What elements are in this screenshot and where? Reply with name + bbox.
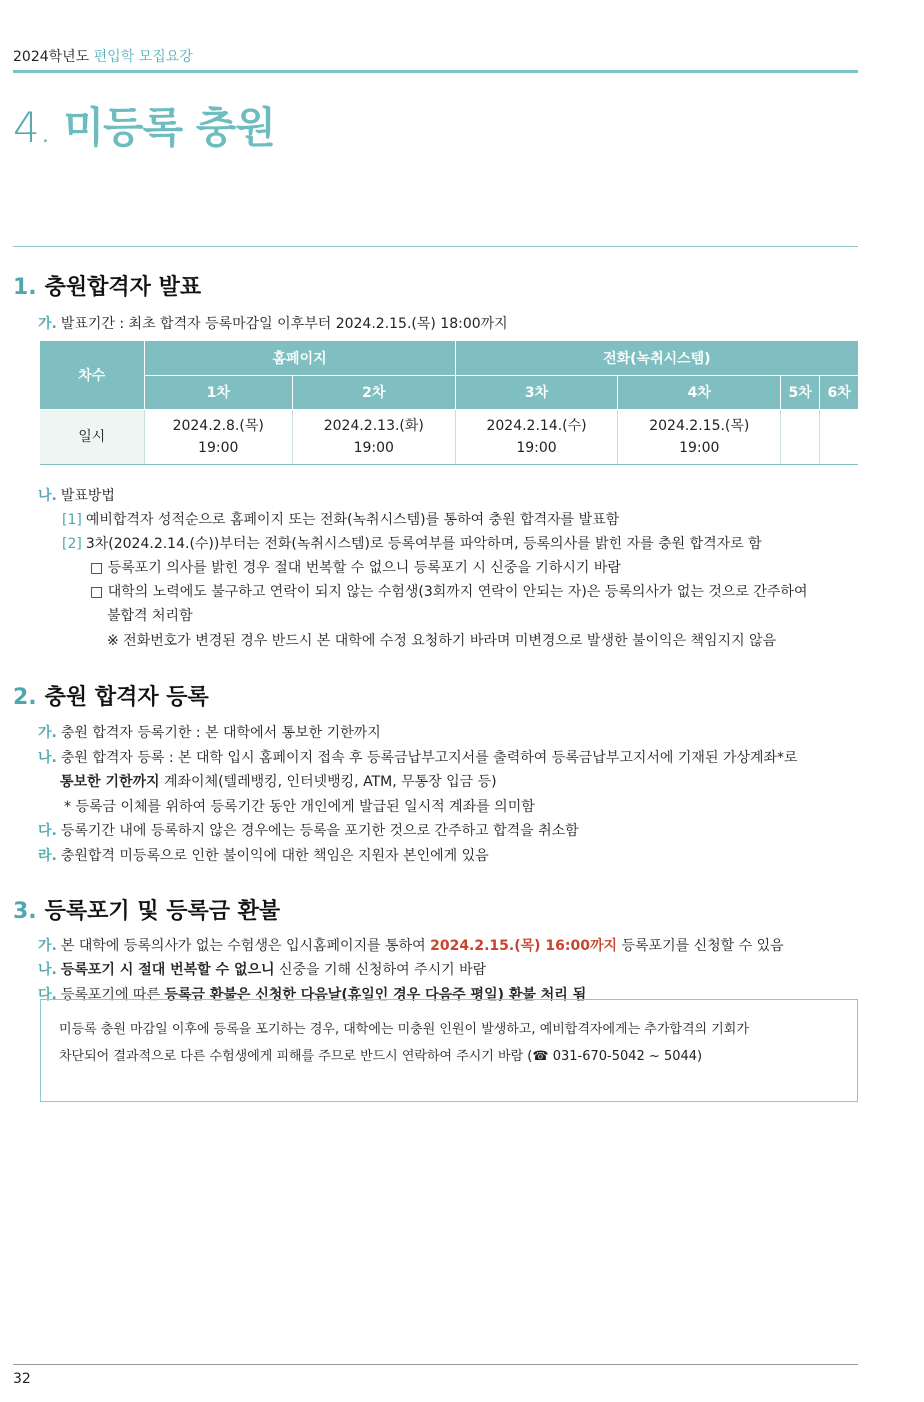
section3-number: 3. <box>13 899 37 924</box>
section2-na-text: 충원 합격자 등록 : 본 대학 입시 홈페이지 접속 후 등록금납부고지서를 출력하여 등록금납부고지서에 기재된 가상계좌*로 <box>60 750 798 766</box>
header-accent: 편입학 모집요강 <box>93 49 193 65</box>
col-group-homepage: 홈페이지 <box>144 341 455 375</box>
marker-ga: 가. <box>38 725 57 741</box>
table-cell <box>781 409 820 464</box>
phone-change-note: ※ 전화번호가 변경된 경우 반드시 본 대학에 수정 요청하기 바라며 미변경으로 발생한 불이익은 책임지지 않음 <box>107 633 777 649</box>
section1-heading: 충원합격자 발표 <box>44 275 202 300</box>
header-prefix: 2024학년도 <box>13 49 94 65</box>
marker-na: 나. <box>38 962 57 978</box>
col-round-1: 1차 <box>144 375 292 409</box>
marker-ra: 라. <box>38 848 57 864</box>
withdrawal-deadline: 2024.2.15.(목) 16:00까지 <box>430 938 618 954</box>
bold-warning-text: 등록포기 시 절대 번복할 수 없으니 <box>60 962 275 978</box>
col-round-3: 3차 <box>455 375 618 409</box>
table-cell <box>292 409 455 464</box>
marker-na: 나. <box>38 750 57 766</box>
bullet-text: 대학의 노력에도 불구하고 연락이 되지 않는 수험생(3회까지 연락이 안되는 자)은 등록의사가 없는 것으로 간주하여 <box>107 584 808 600</box>
section1-title <box>13 270 201 301</box>
section3-ga <box>38 935 784 955</box>
col-round-header: 차수 <box>40 341 144 409</box>
bold-deadline-text: 통보한 기한까지 <box>60 774 160 790</box>
marker-ga: 가. <box>38 316 57 332</box>
bullet-item <box>90 557 621 577</box>
virtual-account-footnote: * 등록금 이체를 위하여 등록기간 동안 개인에게 발급된 일시적 계좌를 의미함 <box>64 799 535 815</box>
cell-date: 2024.2.15.(목) <box>649 417 750 434</box>
cell-time: 19:00 <box>679 439 720 456</box>
cell-time: 19:00 <box>516 439 557 456</box>
item-marker-2: [2] <box>62 536 82 552</box>
bold-refund-text: 등록금 환불은 신청한 다음날(휴일인 경우 다음주 평일) 환불 처리 됨 <box>164 987 587 1003</box>
col-round-2: 2차 <box>292 375 455 409</box>
section3-title <box>13 894 280 925</box>
section2-number: 2. <box>13 685 37 710</box>
item-marker-1: [1] <box>62 512 82 528</box>
col-round-5: 5차 <box>781 375 820 409</box>
continuation-text: 계좌이체(텔레뱅킹, 인터넷뱅킹, ATM, 무통장 입금 등) <box>159 774 497 790</box>
section1-na-item2 <box>62 533 762 553</box>
cell-date: 2024.2.13.(화) <box>323 417 424 434</box>
cell-time: 19:00 <box>198 439 239 456</box>
running-header <box>13 46 193 66</box>
section1-na-text: 발표방법 <box>60 488 115 504</box>
marker-da: 다. <box>38 987 57 1003</box>
table-cell <box>820 409 858 464</box>
marker-da: 다. <box>38 823 57 839</box>
chapter-title <box>13 95 275 155</box>
section3-na <box>38 959 486 979</box>
section1-number: 1. <box>13 275 37 300</box>
notice-line-1: 미등록 충원 마감일 이후에 등록을 포기하는 경우, 대학에는 미충원 인원이 발생하고, 예비합격자에게는 추가합격의 기회가 <box>59 1022 749 1037</box>
col-round-4: 4차 <box>618 375 781 409</box>
bullet-text: 등록포기 의사를 밝힌 경우 절대 번복할 수 없으니 등록포기 시 신중을 기하시기 바람 <box>107 560 621 576</box>
notice-box <box>40 999 858 1102</box>
section3-na-text: 신중을 기해 신청하여 주시기 바람 <box>274 962 487 978</box>
section3-ga-text: 본 대학에 등록의사가 없는 수험생은 입시홈페이지를 통하여 <box>60 938 431 954</box>
marker-ga: 가. <box>38 938 57 954</box>
row-label: 일시 <box>40 409 144 464</box>
section1-ga <box>38 313 508 333</box>
chapter-name: 미등록 충원 <box>63 103 275 152</box>
marker-na: 나. <box>38 488 57 504</box>
section2-heading: 충원 합격자 등록 <box>44 685 209 710</box>
table-cell <box>455 409 618 464</box>
section3-da-text: 등록포기에 따른 <box>60 987 165 1003</box>
footer-rule <box>13 1364 858 1365</box>
announcement-schedule-table <box>40 341 858 465</box>
chapter-rule <box>13 246 858 247</box>
cell-date: 2024.2.14.(수) <box>486 417 587 434</box>
section2-na <box>38 747 798 767</box>
table-cell <box>618 409 781 464</box>
section1-na <box>38 485 115 505</box>
square-bullet-icon: □ <box>90 584 108 600</box>
table-cell <box>144 409 292 464</box>
cell-time: 19:00 <box>353 439 394 456</box>
header-rule <box>13 70 858 73</box>
section1-na-item1 <box>62 509 619 529</box>
section2-ra-text: 충원합격 미등록으로 인한 불이익에 대한 책임은 지원자 본인에게 있음 <box>60 848 489 864</box>
col-round-6: 6차 <box>820 375 858 409</box>
item-text: 3차(2024.2.14.(수))부터는 전화(녹취시스템)로 등록여부를 파악하며, 등록의사를 밝힌 자를 충원 합격자로 함 <box>85 536 762 552</box>
section2-da-text: 등록기간 내에 등록하지 않은 경우에는 등록을 포기한 것으로 간주하고 합격을 취소함 <box>60 823 579 839</box>
chapter-number: 4. <box>13 103 52 152</box>
section3-heading: 등록포기 및 등록금 환불 <box>44 899 281 924</box>
square-bullet-icon: □ <box>90 560 108 576</box>
page-number: 32 <box>13 1371 31 1387</box>
table-row <box>40 409 858 464</box>
section1-ga-text: 발표기간 : 최초 합격자 등록마감일 이후부터 2024.2.15.(목) 18:00까지 <box>60 316 508 332</box>
section2-ga <box>38 722 381 742</box>
bullet-item <box>90 581 807 601</box>
bullet-continuation: 불합격 처리함 <box>107 608 193 624</box>
item-text: 예비합격자 성적순으로 홈페이지 또는 전화(녹취시스템)를 통하여 충원 합격자를 발표함 <box>85 512 620 528</box>
section2-ra <box>38 845 489 865</box>
section2-title <box>13 680 209 711</box>
section2-da <box>38 820 579 840</box>
section2-na-continuation <box>60 771 497 791</box>
col-group-phone: 전화(녹취시스템) <box>455 341 858 375</box>
section2-ga-text: 충원 합격자 등록기한 : 본 대학에서 통보한 기한까지 <box>60 725 381 741</box>
section3-ga-text-end: 등록포기를 신청할 수 있음 <box>617 938 784 954</box>
cell-date: 2024.2.8.(목) <box>172 417 264 434</box>
notice-line-2: 차단되어 결과적으로 다른 수험생에게 피해를 주므로 반드시 연락하여 주시기 바람 (☎ 031-670-5042 ~ 5044) <box>59 1049 703 1064</box>
